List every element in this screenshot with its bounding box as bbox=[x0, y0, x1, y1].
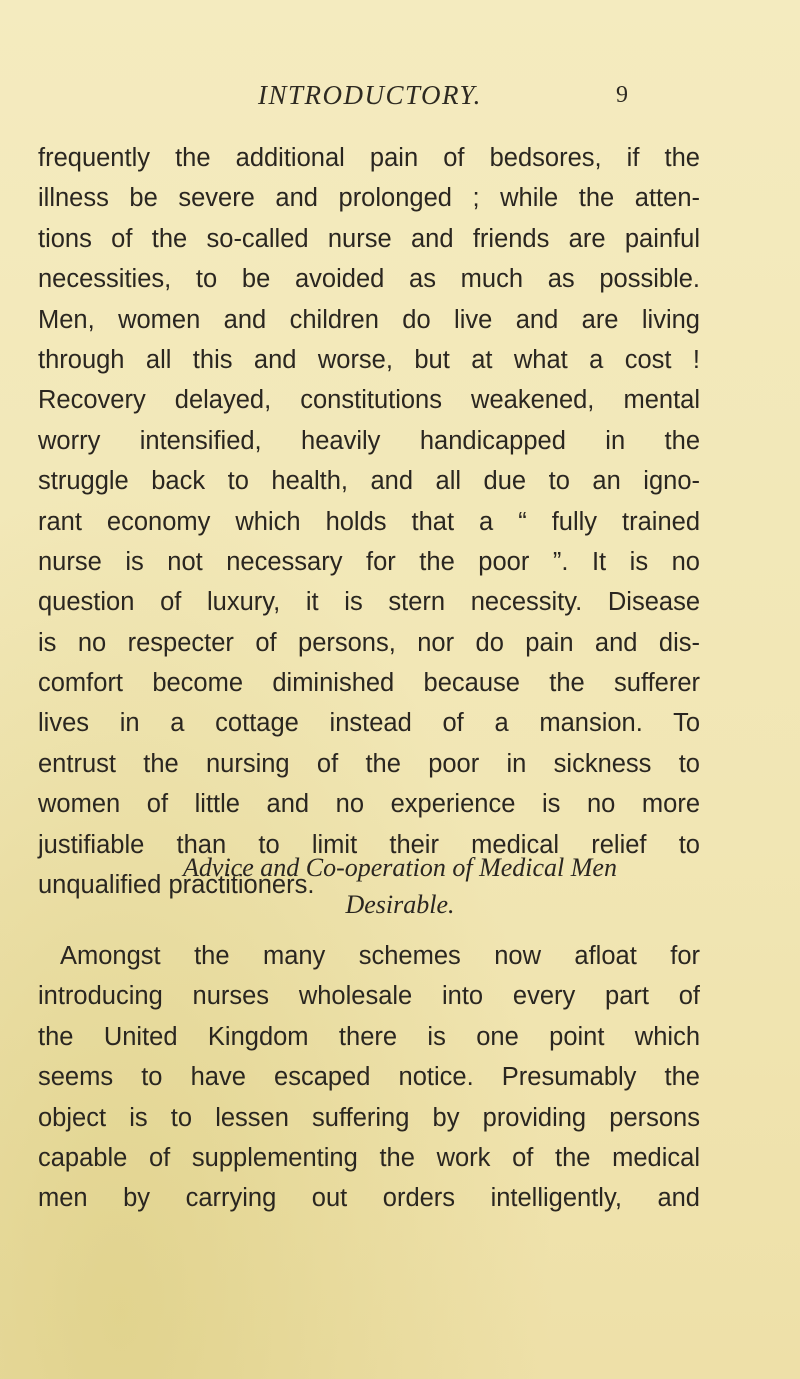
paragraph-line: comfort become diminished because the sufferer bbox=[38, 669, 700, 698]
page-number: 9 bbox=[616, 82, 628, 108]
paragraph-line: men by carrying out orders intelligently, and bbox=[38, 1184, 700, 1213]
paragraph-line: tions of the so-called nurse and friends are painful bbox=[38, 224, 700, 253]
paragraph-line: seems to have escaped notice. Presumably the bbox=[38, 1063, 700, 1092]
paragraph-line: frequently the additional pain of bedsores, if the bbox=[38, 144, 700, 172]
paragraph-line: introducing nurses wholesale into every part of bbox=[38, 982, 700, 1011]
paragraph-line: is no respecter of persons, nor do pain and dis- bbox=[38, 628, 700, 657]
paragraph-line: Men, women and children do live and are living bbox=[38, 305, 700, 334]
paragraph-line: worry intensified, heavily handicapped in the bbox=[38, 426, 700, 455]
paragraph-line: through all this and worse, but at what a cost ! bbox=[38, 345, 700, 374]
paragraph-1 bbox=[38, 138, 700, 905]
paragraph-2 bbox=[38, 936, 700, 1219]
section-heading-line-2: Desirable. bbox=[345, 890, 455, 919]
paragraph-line: lives in a cottage instead of a mansion. To bbox=[38, 709, 700, 738]
paragraph-line: unqualified practitioners. bbox=[38, 871, 315, 900]
section-heading-line-1: Advice and Co-operation of Medical Men bbox=[183, 853, 617, 882]
paragraph-line: the United Kingdom there is one point which bbox=[38, 1022, 700, 1051]
paragraph-line: Recovery delayed, constitutions weakened, mental bbox=[38, 386, 700, 415]
paragraph-line: rant economy which holds that a “ fully trained bbox=[38, 507, 700, 536]
paragraph-line: Amongst the many schemes now afloat for bbox=[60, 942, 700, 970]
paragraph-line: illness be severe and prolonged ; while the atten- bbox=[38, 184, 700, 213]
running-head-title: INTRODUCTORY. bbox=[258, 80, 482, 110]
paragraph-line: entrust the nursing of the poor in sickness to bbox=[38, 749, 700, 778]
paragraph-line: justifiable than to limit their medical relief to bbox=[38, 830, 700, 859]
paragraph-line: necessities, to be avoided as much as possible. bbox=[38, 265, 700, 294]
paragraph-line: question of luxury, it is stern necessity. Disease bbox=[38, 588, 700, 617]
paragraph-line: nurse is not necessary for the poor ”. It is no bbox=[38, 547, 700, 576]
paragraph-line: women of little and no experience is no more bbox=[38, 790, 700, 819]
running-head bbox=[0, 76, 800, 116]
paragraph-line: object is to lessen suffering by providing persons bbox=[38, 1103, 700, 1132]
paragraph-line: struggle back to health, and all due to an igno- bbox=[38, 467, 700, 496]
paragraph-line: capable of supplementing the work of the medical bbox=[38, 1143, 700, 1172]
